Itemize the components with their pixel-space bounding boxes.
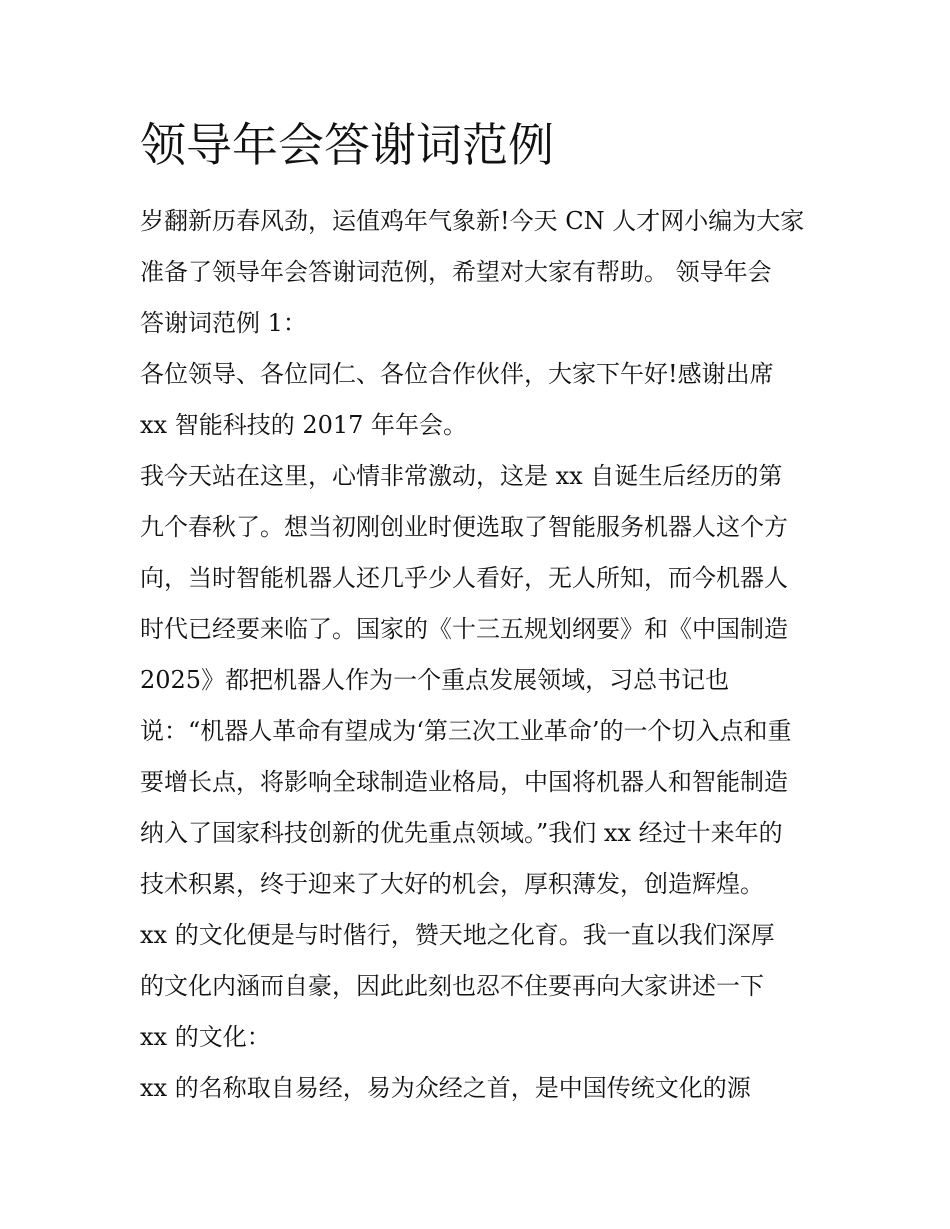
text-line: 各位领导、各位同仁、各位合作伙伴，大家下午好!感谢出席 [140, 360, 774, 388]
text-line: xx 的文化： [140, 1023, 271, 1051]
text-line: xx 智能科技的 2017 年年会。 [140, 411, 468, 439]
text-line: 我今天站在这里，心情非常激动，这是 xx 自诞生后经历的第 [140, 462, 783, 490]
text-line: 岁翻新历春风劲，运值鸡年气象新!今天 CN 人才网小编为大家 [140, 207, 805, 235]
text-line: 答谢词范例 1： [140, 309, 307, 337]
document-title: 领导年会答谢词范例 [140, 118, 554, 172]
text-line: 的文化内涵而自豪，因此此刻也忍不住要再向大家讲述一下 [140, 972, 764, 1000]
text-line: 九个春秋了。想当初刚创业时便选取了智能服务机器人这个方 [140, 513, 788, 541]
text-line: 纳入了国家科技创新的优先重点领域。”我们 xx 经过十来年的 [140, 819, 783, 847]
text-line: xx 的文化便是与时偕行，赞天地之化育。我一直以我们深厚 [140, 921, 775, 949]
text-line: 准备了领导年会答谢词范例，希望对大家有帮助。 领导年会 [140, 258, 772, 286]
text-line: 要增长点，将影响全球制造业格局，中国将机器人和智能制造 [140, 768, 788, 796]
text-line: 时代已经要来临了。国家的《十三五规划纲要》和《中国制造 [140, 615, 788, 643]
text-line: 技术积累，终于迎来了大好的机会，厚积薄发，创造辉煌。 [140, 870, 764, 898]
text-line: 说：“机器人革命有望成为‘第三次工业革命’的一个切入点和重 [140, 717, 792, 745]
text-line: xx 的名称取自易经，易为众经之首，是中国传统文化的源 [140, 1074, 751, 1102]
text-line: 向，当时智能机器人还几乎少人看好，无人所知，而今机器人 [140, 564, 788, 592]
text-line: 2025》都把机器人作为一个重点发展领域，习总书记也 [140, 666, 730, 694]
